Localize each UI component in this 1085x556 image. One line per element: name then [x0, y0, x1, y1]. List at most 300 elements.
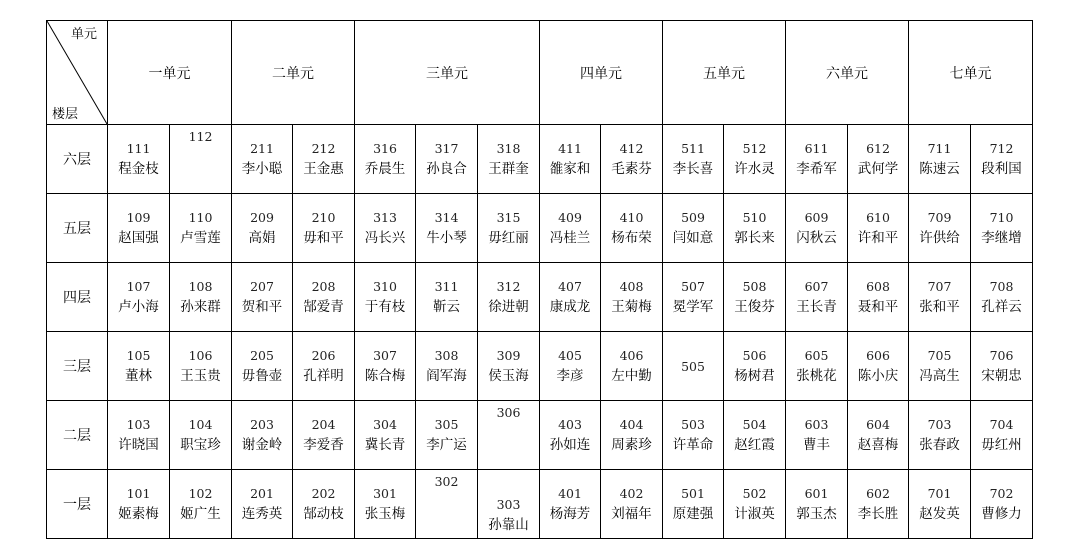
room-cell [724, 125, 786, 194]
room-number: 609 [804, 210, 829, 225]
room-entry [108, 332, 169, 400]
room-number: 303 [496, 497, 521, 512]
room-cell [108, 401, 170, 470]
room-entry [108, 263, 169, 331]
room-entry [416, 125, 477, 193]
room-number: 305 [434, 417, 459, 432]
room-cell [293, 401, 355, 470]
room-entry [663, 401, 723, 469]
resident-name: 李爱香 [303, 437, 344, 453]
room-cell [786, 125, 848, 194]
room-entry [909, 401, 970, 469]
room-number: 509 [681, 210, 705, 225]
room-number: 502 [742, 486, 767, 501]
room-number: 318 [496, 141, 521, 156]
corner-unit-label: 单元 [70, 27, 97, 42]
resident-name: 张桃花 [796, 368, 837, 384]
room-cell [909, 263, 971, 332]
room-cell [971, 401, 1033, 470]
room-number: 410 [619, 210, 644, 225]
room-cell [232, 332, 293, 401]
room-entry [170, 194, 231, 262]
resident-name: 冯桂兰 [549, 230, 591, 246]
resident-name: 陈速云 [919, 161, 960, 177]
room-entry [540, 125, 600, 193]
floor-label: 三层 [47, 332, 108, 401]
room-entry [601, 263, 662, 331]
room-cell [848, 401, 909, 470]
resident-name: 王玉贵 [180, 368, 221, 384]
resident-name: 毋鲁壶 [241, 368, 283, 384]
room-number: 504 [742, 417, 767, 432]
room-number: 412 [619, 141, 644, 156]
room-cell [724, 332, 786, 401]
room-entry [971, 332, 1032, 400]
room-entry [848, 332, 908, 400]
resident-name: 孙如连 [549, 437, 591, 453]
resident-name: 阎军海 [426, 368, 467, 384]
resident-name: 王金惠 [303, 161, 344, 177]
room-number: 707 [927, 279, 952, 294]
room-number: 602 [866, 486, 890, 501]
room-entry [786, 194, 847, 262]
resident-name: 郭长来 [734, 230, 775, 246]
resident-name: 冯高生 [919, 368, 960, 384]
room-entry [786, 125, 847, 193]
room-number: 606 [866, 348, 890, 363]
room-number: 501 [681, 486, 705, 501]
resident-name: 毋红丽 [488, 230, 529, 246]
room-cell [848, 470, 909, 539]
room-cell [786, 470, 848, 539]
room-entry [355, 125, 415, 193]
room-number: 407 [558, 279, 582, 294]
room-entry [232, 263, 292, 331]
room-entry [601, 332, 662, 400]
room-number: 205 [250, 348, 274, 363]
room-number: 202 [311, 486, 336, 501]
resident-name: 许晓国 [118, 437, 159, 453]
room-cell [971, 332, 1033, 401]
resident-name: 王菊梅 [611, 299, 652, 315]
room-cell [724, 263, 786, 332]
resident-name: 曹丰 [803, 437, 831, 453]
room-cell [232, 125, 293, 194]
room-number: 503 [681, 417, 705, 432]
room-number: 406 [619, 348, 644, 363]
resident-name: 于有枝 [364, 299, 406, 315]
room-cell [724, 194, 786, 263]
resident-name: 张春政 [919, 437, 960, 453]
resident-name: 侯玉海 [488, 368, 529, 384]
room-entry [724, 332, 785, 400]
room-number: 317 [434, 141, 459, 156]
room-number: 307 [373, 348, 397, 363]
room-number: 315 [496, 210, 521, 225]
room-cell [540, 194, 601, 263]
room-cell [170, 125, 232, 194]
resident-name: 许革命 [672, 437, 714, 453]
resident-name: 孙靠山 [488, 517, 529, 533]
room-entry [663, 125, 723, 193]
unit-header: 五单元 [663, 21, 786, 125]
resident-name: 卢雪莲 [180, 230, 221, 246]
room-number: 313 [373, 210, 397, 225]
resident-name: 卢小海 [118, 299, 159, 315]
room-cell [416, 125, 478, 194]
room-cell [601, 401, 663, 470]
room-number: 708 [989, 279, 1014, 294]
room-entry [909, 332, 970, 400]
room-number: 604 [866, 417, 890, 432]
resident-name: 雒家和 [549, 161, 591, 177]
room-entry [601, 125, 662, 193]
room-cell [601, 263, 663, 332]
unit-header: 六单元 [786, 21, 909, 125]
room-number: 102 [188, 486, 213, 501]
room-number: 703 [927, 417, 952, 432]
floor-label: 五层 [47, 194, 108, 263]
room-cell [170, 470, 232, 539]
room-number: 403 [558, 417, 582, 432]
room-cell [416, 194, 478, 263]
room-number: 103 [126, 417, 151, 432]
room-entry [724, 125, 785, 193]
room-entry [232, 194, 292, 262]
resident-name: 李继增 [981, 230, 1022, 246]
resident-name: 孔祥明 [303, 368, 344, 384]
room-number: 309 [496, 348, 521, 363]
room-entry [355, 401, 415, 469]
resident-name: 职宝珍 [180, 437, 221, 453]
resident-name: 左中勤 [611, 368, 652, 384]
room-number: 301 [373, 486, 397, 501]
room-cell [232, 194, 293, 263]
unit-header: 七单元 [909, 21, 1033, 125]
room-cell [293, 470, 355, 539]
room-entry [540, 332, 600, 400]
resident-name: 郭玉杰 [796, 506, 837, 522]
room-cell [601, 470, 663, 539]
room-number: 401 [558, 486, 582, 501]
resident-name: 杨布荣 [611, 230, 652, 246]
room-cell [170, 332, 232, 401]
room-entry [170, 470, 231, 538]
floor-row [47, 263, 1033, 332]
floor-row [47, 125, 1033, 194]
room-cell [293, 125, 355, 194]
room-cell [909, 332, 971, 401]
room-cell [232, 401, 293, 470]
resident-name: 陈合梅 [364, 368, 406, 384]
resident-name: 周素珍 [611, 437, 652, 453]
room-number: 314 [434, 210, 459, 225]
room-cell [355, 401, 416, 470]
unit-header: 一单元 [108, 21, 232, 125]
room-cell [909, 401, 971, 470]
room-entry [232, 332, 292, 400]
floor-label: 六层 [47, 125, 108, 194]
room-cell [848, 194, 909, 263]
room-number: 404 [619, 417, 644, 432]
room-entry [232, 125, 292, 193]
resident-name: 姬素梅 [118, 506, 159, 522]
resident-name: 郜爱青 [303, 299, 344, 315]
room-cell [108, 263, 170, 332]
room-entry [971, 194, 1032, 262]
resident-name: 郜动枝 [303, 506, 344, 522]
room-entry [170, 332, 231, 400]
room-entry [170, 124, 231, 194]
room-number: 603 [804, 417, 829, 432]
resident-name: 李长喜 [672, 161, 714, 177]
room-number: 505 [681, 358, 705, 374]
room-cell [848, 125, 909, 194]
room-entry [909, 194, 970, 262]
room-cell [478, 125, 540, 194]
room-number: 710 [989, 210, 1014, 225]
room-cell [355, 125, 416, 194]
room-cell [663, 332, 724, 401]
room-cell [663, 263, 724, 332]
room-number: 105 [126, 348, 151, 363]
room-cell [663, 401, 724, 470]
resident-name: 乔晨生 [364, 161, 406, 177]
header-row [47, 21, 1033, 125]
room-number: 411 [558, 141, 582, 156]
room-entry [540, 263, 600, 331]
room-cell [971, 125, 1033, 194]
room-number: 405 [558, 348, 582, 363]
room-entry [293, 125, 354, 193]
room-cell [232, 263, 293, 332]
room-number: 210 [311, 210, 336, 225]
room-entry [540, 401, 600, 469]
room-cell [540, 125, 601, 194]
resident-name: 靳云 [433, 299, 460, 315]
resident-name: 谢金岭 [241, 437, 283, 453]
resident-name: 赵国强 [118, 230, 159, 246]
room-cell [909, 470, 971, 539]
room-entry [540, 470, 600, 538]
resident-name: 姬广生 [180, 506, 221, 522]
resident-name: 许供给 [919, 230, 960, 246]
resident-name: 武何学 [857, 161, 899, 177]
resident-name: 聂和平 [857, 299, 899, 315]
room-entry [786, 263, 847, 331]
room-entry [540, 194, 600, 262]
room-number: 104 [188, 417, 213, 432]
room-entry [601, 401, 662, 469]
resident-name: 刘福年 [611, 506, 652, 522]
room-number: 702 [989, 486, 1014, 501]
resident-name: 陈小庆 [857, 368, 899, 384]
room-entry [170, 401, 231, 469]
resident-name: 冯长兴 [364, 230, 406, 246]
room-cell [355, 263, 416, 332]
room-number: 610 [866, 210, 890, 225]
room-entry [724, 470, 785, 538]
room-number: 204 [311, 417, 336, 432]
unit-header: 四单元 [540, 21, 663, 125]
room-number: 302 [434, 474, 459, 489]
room-number: 711 [927, 141, 952, 156]
room-cell [663, 194, 724, 263]
room-entry [478, 468, 539, 540]
room-entry [170, 263, 231, 331]
room-cell [540, 401, 601, 470]
resident-name: 李小聪 [241, 161, 283, 177]
room-number: 705 [927, 348, 952, 363]
room-entry [232, 470, 292, 538]
resident-name: 原建强 [672, 506, 714, 522]
resident-name: 高娟 [248, 230, 276, 246]
room-cell [601, 194, 663, 263]
floor-label: 一层 [47, 470, 108, 539]
room-entry [416, 469, 477, 539]
room-entry [724, 194, 785, 262]
room-entry [478, 125, 539, 193]
room-entry [108, 470, 169, 538]
room-cell [293, 332, 355, 401]
room-cell [478, 470, 540, 539]
room-number: 507 [681, 279, 705, 294]
room-number: 308 [434, 348, 459, 363]
room-cell [540, 332, 601, 401]
room-entry [663, 194, 723, 262]
room-entry [293, 194, 354, 262]
room-number: 316 [373, 141, 397, 156]
resident-name: 宋朝忠 [981, 368, 1022, 384]
room-cell [355, 470, 416, 539]
resident-name: 张玉梅 [364, 506, 406, 522]
room-cell [170, 263, 232, 332]
room-number: 408 [619, 279, 644, 294]
resident-name: 段利国 [981, 161, 1022, 177]
room-number: 508 [742, 279, 767, 294]
resident-name: 孔祥云 [981, 299, 1022, 315]
room-cell [478, 401, 540, 470]
room-number: 611 [804, 141, 829, 156]
room-number: 511 [681, 141, 705, 156]
room-cell [786, 332, 848, 401]
room-entry [663, 470, 723, 538]
room-number: 206 [311, 348, 336, 363]
resident-name: 许水灵 [734, 161, 775, 177]
room-number: 712 [989, 141, 1014, 156]
room-cell [971, 194, 1033, 263]
room-number: 106 [188, 348, 213, 363]
room-entry [909, 263, 970, 331]
room-number: 310 [373, 279, 397, 294]
room-entry [663, 263, 723, 331]
room-entry [478, 194, 539, 262]
room-cell [786, 263, 848, 332]
room-entry [108, 194, 169, 262]
room-entry [355, 332, 415, 400]
room-cell [170, 194, 232, 263]
room-number: 212 [311, 141, 336, 156]
room-number: 512 [742, 141, 767, 156]
room-cell [540, 470, 601, 539]
room-number: 110 [188, 210, 213, 225]
floor-row [47, 401, 1033, 470]
room-entry [108, 125, 169, 193]
room-entry [293, 401, 354, 469]
room-entry [478, 332, 539, 400]
room-entry [848, 263, 908, 331]
room-cell [232, 470, 293, 539]
room-entry [848, 194, 908, 262]
resident-name: 孙来群 [180, 299, 221, 315]
resident-name: 牛小琴 [426, 230, 467, 246]
resident-name: 程金枝 [118, 161, 159, 177]
room-entry [478, 263, 539, 331]
room-number: 605 [804, 348, 829, 363]
room-cell [909, 125, 971, 194]
room-entry [971, 470, 1032, 538]
room-cell [786, 194, 848, 263]
room-cell [108, 332, 170, 401]
room-cell [416, 401, 478, 470]
resident-name: 康成龙 [549, 299, 591, 315]
room-number: 701 [927, 486, 952, 501]
resident-name: 曹修力 [981, 506, 1022, 522]
floor-row [47, 194, 1033, 263]
room-number: 211 [250, 141, 274, 156]
room-entry [909, 125, 970, 193]
resident-name: 李长胜 [857, 506, 899, 522]
resident-name: 王俊芬 [734, 299, 775, 315]
room-entry [355, 194, 415, 262]
room-entry [478, 400, 539, 470]
room-number: 109 [126, 210, 151, 225]
resident-name: 王长青 [796, 299, 837, 315]
room-entry [724, 263, 785, 331]
room-cell [601, 332, 663, 401]
room-cell [170, 401, 232, 470]
room-entry [108, 401, 169, 469]
room-entry [663, 332, 723, 400]
room-entry [786, 332, 847, 400]
corner-header-cell [47, 21, 108, 125]
room-cell [293, 263, 355, 332]
room-cell [355, 194, 416, 263]
room-number: 706 [989, 348, 1014, 363]
room-entry [416, 401, 477, 469]
resident-name: 徐进朝 [488, 299, 529, 315]
room-cell [478, 263, 540, 332]
room-number: 704 [989, 417, 1014, 432]
room-number: 112 [188, 129, 213, 144]
room-cell [724, 401, 786, 470]
room-number: 207 [250, 279, 274, 294]
room-entry [293, 470, 354, 538]
room-number: 409 [558, 210, 582, 225]
room-cell [909, 194, 971, 263]
resident-name: 赵发英 [919, 506, 960, 522]
room-cell [786, 401, 848, 470]
room-cell [971, 263, 1033, 332]
resident-name: 董林 [125, 368, 152, 384]
room-entry [232, 401, 292, 469]
room-cell [416, 470, 478, 539]
residents-table [46, 20, 1033, 539]
resident-name: 毋红州 [981, 437, 1022, 453]
room-number: 209 [250, 210, 274, 225]
resident-name: 冀长青 [364, 437, 406, 453]
floor-label: 四层 [47, 263, 108, 332]
